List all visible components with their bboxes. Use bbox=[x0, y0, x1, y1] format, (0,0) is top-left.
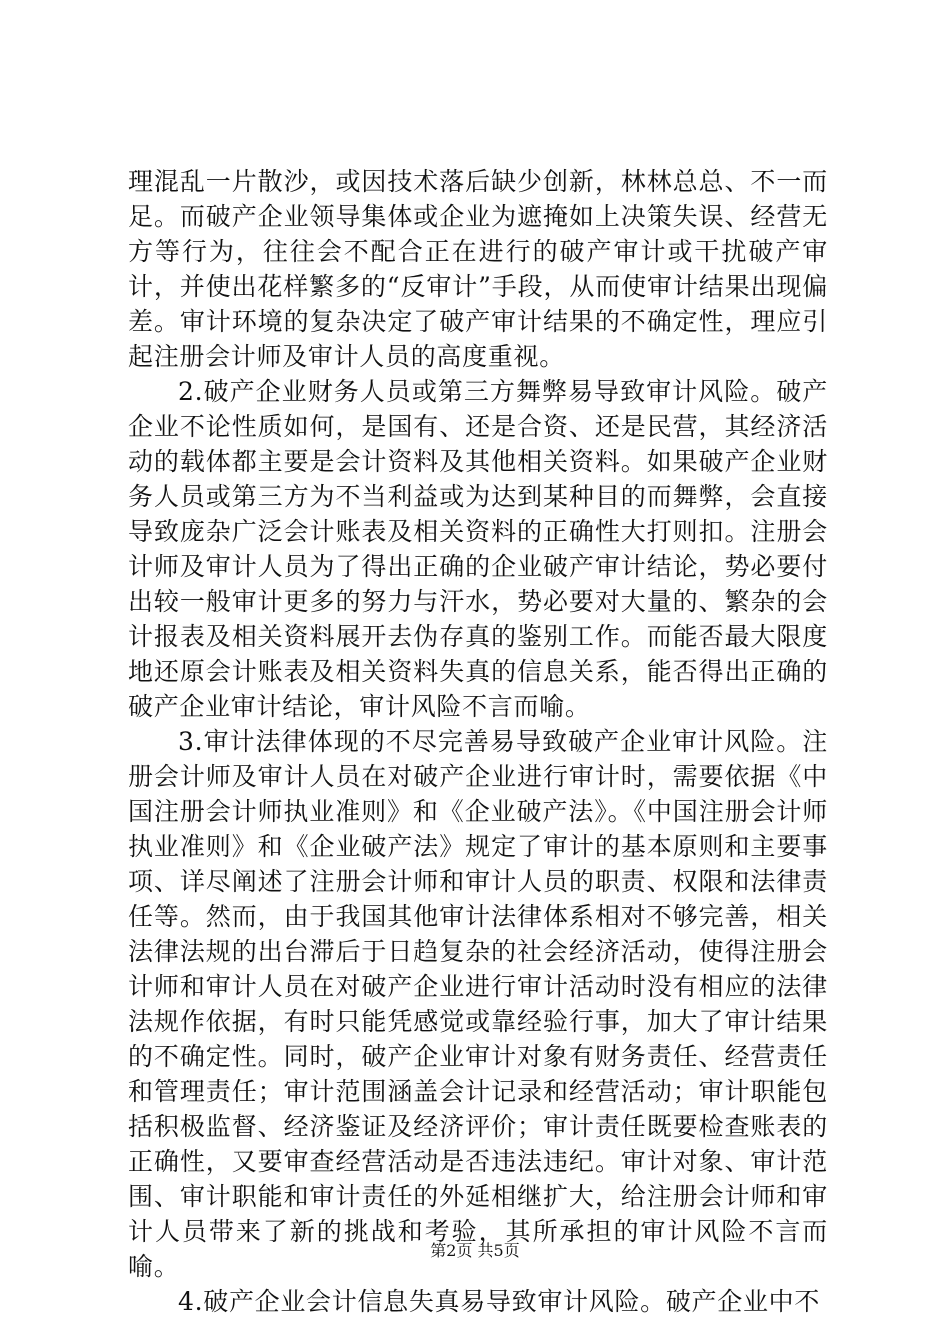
paragraph-point-3: 3.审计法律体现的不尽完善易导致破产企业审计风险。注册会计师及审计人员在对破产企业进行审计时，需要依据《中国注册会计师执业准则》和《企业破产法》。《中国注册会计师执业准则》和《企业破产法》规定了审计的基本原则和主要事项、详尽阐述了注册会计师和审计人员的职责、权限和法律责任等。然而，由于我国其他审计法律体系相对不够完善，相关法律法规的出台滞后于日趋复杂的社会经济活动，使得注册会计师和审计人员在对破产企业进行审计活动时没有相应的法律法规作依据，有时只能凭感觉或靠经验行事，加大了审计结果的不确定性。同时，破产企业审计对象有财务责任、经营责任和管理责任；审计范围涵盖会计记录和经营活动；审计职能包括积极监督、经济鉴证及经济评价；审计责任既要检查账表的正确性，又要审查经营活动是否违法违纪。审计对象、审计范围、审计职能和审计责任的外延相继扩大，给注册会计师和审计人员带来了新的挑战和考验，其所承担的审计风险不言而喻。 bbox=[128, 727, 828, 1281]
paragraph-point-2: 2.破产企业财务人员或第三方舞弊易导致审计风险。破产企业不论性质如何，是国有、还是合资、还是民营，其经济活动的载体都主要是会计资料及其他相关资料。如果破产企业财务人员或第三方为不当利益或为达到某种目的而舞弊，会直接导致庞杂广泛会计账表及相关资料的正确性大打则扣。注册会计师及审计人员为了得出正确的企业破产审计结论，势必要付出较一般审计更多的努力与汗水，势必要对大量的、繁杂的会计报表及相关资料展开去伪存真的鉴别工作。而能否最大限度地还原会计账表及相关资料失真的信息关系，能否得出正确的破产企业审计结论，审计风险不言而喻。 bbox=[128, 377, 828, 721]
paragraph-continuation: 理混乱一片散沙，或因技术落后缺少创新，林林总总、不一而足。而破产企业领导集体或企业为遮掩如上决策失误、经营无方等行为，往往会不配合正在进行的破产审计或干扰破产审计，并使出花样繁多的“反审计”手段，从而使审计结果出现偏差。审计环境的复杂决定了破产审计结果的不确定性，理应引起注册会计师及审计人员的高度重视。 bbox=[128, 167, 828, 371]
paragraph-point-4: 4.破产企业会计信息失真易导致审计风险。破产企业中不 bbox=[178, 1287, 821, 1316]
document-body bbox=[128, 164, 828, 1319]
page-footer: 第2页 共5页 bbox=[430, 1241, 520, 1260]
